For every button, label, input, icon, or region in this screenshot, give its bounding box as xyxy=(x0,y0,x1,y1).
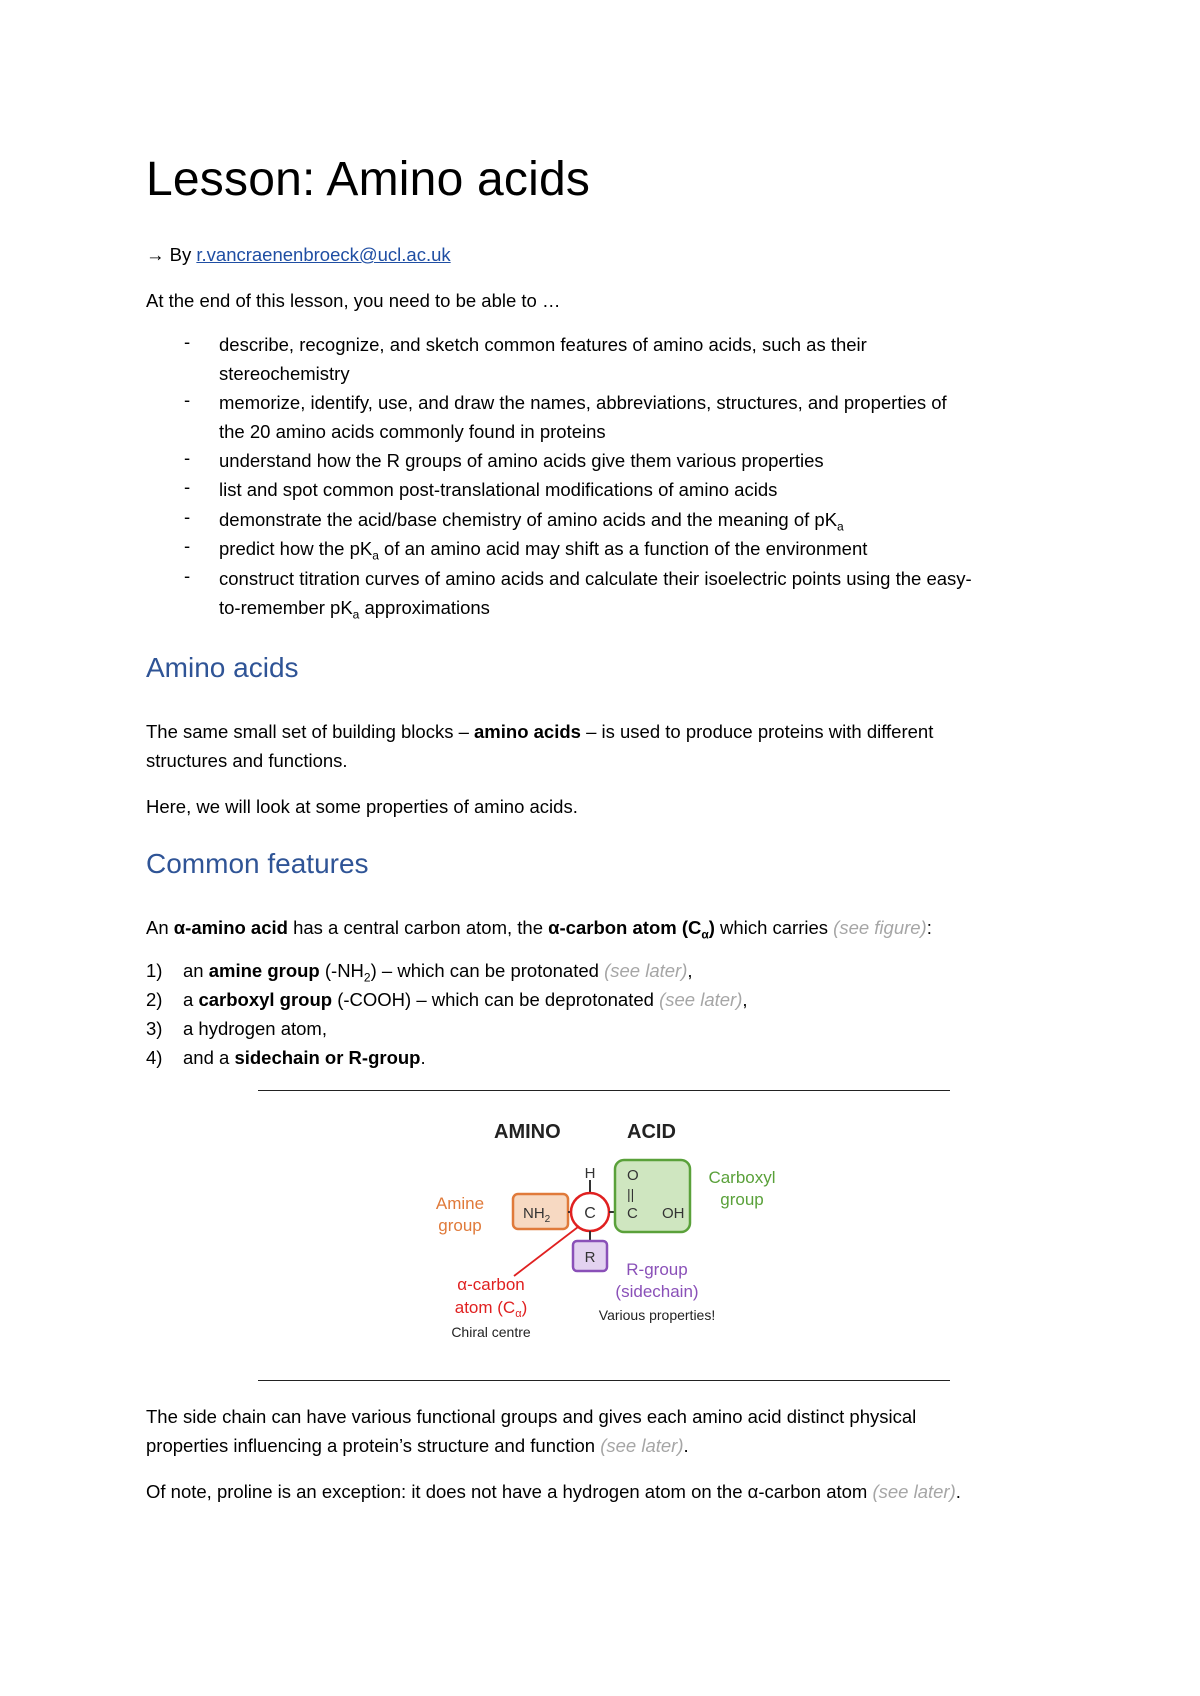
hydrogen-symbol: H xyxy=(584,1165,596,1182)
see-reference: (see later) xyxy=(604,960,688,981)
rgroup-label-line1: R-group xyxy=(626,1260,688,1279)
text: Of note, proline is an exception: it does not have a hydrogen atom on the α-carbon atom xyxy=(146,1481,873,1502)
text: , xyxy=(742,989,748,1010)
figure-bottom-rule xyxy=(258,1380,950,1381)
alpha-carbon-pointer xyxy=(514,1227,578,1276)
list-number: 4) xyxy=(146,1047,163,1068)
text: . xyxy=(955,1481,961,1502)
text: (-COOH) – which can be deprotonated xyxy=(332,989,660,1010)
paragraph: The side chain can have various functional groups and gives each amino acid distinct physical xyxy=(146,1406,917,1427)
bullet-dash: - xyxy=(184,535,191,556)
text: which carries xyxy=(714,917,834,938)
text: – is used to produce proteins with different xyxy=(580,721,934,742)
carboxyl-double-bond: || xyxy=(627,1186,635,1202)
list-item: list and spot common post-translational modifications of amino acids xyxy=(219,479,778,500)
subscript: a xyxy=(837,519,844,534)
text: α-carbon atom (C xyxy=(548,917,702,938)
text: ) – which can be protonated xyxy=(370,960,605,981)
see-reference: (see later) xyxy=(872,1481,956,1502)
subscript: a xyxy=(372,548,379,563)
list-item-cont: the 20 amino acids commonly found in proteins xyxy=(219,421,606,442)
paragraph: Here, we will look at some properties of amino acids. xyxy=(146,796,578,817)
list-item: understand how the R groups of amino acids give them various properties xyxy=(219,450,824,471)
list-item: construct titration curves of amino acids and calculate their isoelectric points using the easy- xyxy=(219,568,972,589)
bullet-dash: - xyxy=(184,447,191,468)
text: : xyxy=(926,917,932,938)
bold-text: carboxyl group xyxy=(198,989,333,1010)
carboxyl-carbon: C xyxy=(627,1205,638,1222)
see-reference: (see later) xyxy=(659,989,743,1010)
list-item-text: predict how the pK xyxy=(219,538,373,559)
bold-text: α-amino acid xyxy=(173,917,288,938)
see-reference: (see later) xyxy=(600,1435,684,1456)
text: An xyxy=(146,917,174,938)
nh2-text: $NH_2$ xyxy=(523,1205,551,1225)
text: The same small set of building blocks – xyxy=(146,721,475,742)
carboxyl-oxygen: O xyxy=(627,1167,639,1184)
paragraph-cont: structures and functions. xyxy=(146,750,348,771)
list-number: 3) xyxy=(146,1018,163,1039)
list-item: describe, recognize, and sketch common features of amino acids, such as their xyxy=(219,334,867,355)
amine-label-line2: group xyxy=(438,1216,482,1235)
list-number: 1) xyxy=(146,960,163,981)
list-item: a hydrogen atom, xyxy=(183,1018,327,1039)
subscript: α xyxy=(701,927,709,942)
carboxyl-label-line2: group xyxy=(720,1190,764,1209)
figure-label-amino: AMINO xyxy=(494,1121,561,1143)
list-item-text: demonstrate the acid/base chemistry of amino acids and the meaning of pK xyxy=(219,509,838,530)
page-title: Lesson: Amino acids xyxy=(146,153,591,206)
list-item: memorize, identify, use, and draw the names, abbreviations, structures, and properties of xyxy=(219,392,947,413)
carboxyl-oh: OH xyxy=(662,1205,685,1222)
list-item-text: approximations xyxy=(359,597,490,618)
text: . xyxy=(683,1435,689,1456)
alpha-carbon-label-line2: atom $(C_\alpha)$ xyxy=(454,1298,528,1320)
text: , xyxy=(687,960,693,981)
bold-text: amine group xyxy=(208,960,320,981)
subscript: a xyxy=(352,607,360,622)
paragraph-cont xyxy=(146,1431,689,1460)
chiral-centre-label: Chiral centre xyxy=(451,1324,531,1340)
alpha-carbon-label-line1: α-carbon xyxy=(457,1275,525,1294)
text: an xyxy=(183,960,209,981)
list-item-cont: stereochemistry xyxy=(219,363,350,384)
text: (-NH xyxy=(319,960,364,981)
bold-text: amino acids xyxy=(474,721,581,742)
text: has a central carbon atom, the xyxy=(287,917,549,938)
bullet-dash: - xyxy=(184,506,191,527)
text: and a xyxy=(183,1047,235,1068)
text: ) xyxy=(708,917,715,938)
bullet-dash: - xyxy=(184,389,191,410)
amine-label-line1: Amine xyxy=(435,1194,485,1213)
rgroup-label-line3: Various properties! xyxy=(598,1307,716,1323)
list-number: 2) xyxy=(146,989,163,1010)
bullet-dash: - xyxy=(184,565,191,586)
list-item-text: of an amino acid may shift as a function of the environment xyxy=(378,538,868,559)
bullet-dash: - xyxy=(184,476,191,497)
section-heading-amino-acids: Amino acids xyxy=(146,652,299,683)
byline-prefix: → By xyxy=(146,244,197,265)
bullet-dash: - xyxy=(184,331,191,352)
carbon-symbol: C xyxy=(584,1205,596,1222)
figure-label-acid: ACID xyxy=(627,1121,676,1143)
intro-text: At the end of this lesson, you need to be able to … xyxy=(146,290,561,311)
text: properties influencing a protein’s structure and function xyxy=(146,1435,601,1456)
list-item-text: to-remember pK xyxy=(219,597,353,618)
carboxyl-label-line1: Carboxyl xyxy=(708,1168,776,1187)
paragraph xyxy=(146,1477,961,1506)
section-heading-common-features: Common features xyxy=(146,848,369,879)
rgroup-label-line2: (sidechain) xyxy=(615,1282,699,1301)
see-reference: (see figure) xyxy=(833,917,927,938)
rgroup-symbol: R xyxy=(584,1249,596,1266)
bold-text: sidechain or R-group xyxy=(234,1047,421,1068)
author-email-link[interactable]: r.vancraenenbroeck@ucl.ac.uk xyxy=(196,244,451,265)
text: . xyxy=(420,1047,426,1068)
subscript: 2 xyxy=(363,970,371,985)
text: a xyxy=(183,989,199,1010)
